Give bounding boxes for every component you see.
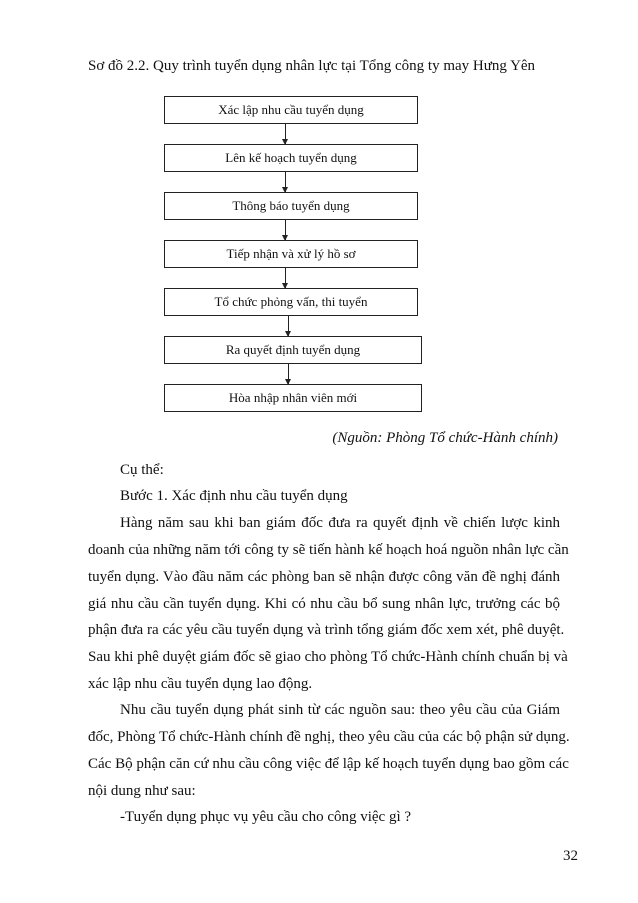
flow-arrow-5	[288, 316, 289, 336]
flow-arrow-3	[285, 220, 286, 240]
flow-step-3: Thông báo tuyển dụng	[164, 192, 418, 220]
text-line: giá nhu cầu cần tuyển dụng. Khi có nhu cầu bổ sung nhân lực, trưởng các bộ	[88, 596, 560, 612]
text-line: tuyển dụng. Vào đầu năm các phòng ban sẽ nhận được công văn đề nghị đánh	[88, 569, 560, 585]
text-line: đốc, Phòng Tổ chức-Hành chính đề nghị, theo yêu cầu của các bộ phận sử dụng.	[88, 729, 570, 745]
text-line: Cụ thể:	[120, 462, 164, 478]
text-line: doanh của những năm tới công ty sẽ tiến hành kế hoạch hoá nguồn nhân lực cần	[88, 542, 569, 558]
flow-step-5: Tổ chức phỏng vấn, thi tuyển	[164, 288, 418, 316]
text-line: phận đưa ra các yêu cầu tuyển dụng và trình tổng giám đốc xem xét, phê duyệt.	[88, 622, 565, 638]
text-line: Nhu cầu tuyển dụng phát sinh từ các nguồn sau: theo yêu cầu của Giám	[120, 702, 560, 718]
text-line: Bước 1. Xác định nhu cầu tuyển dụng	[120, 488, 348, 504]
page-number: 32	[563, 848, 578, 864]
flow-step-7: Hòa nhập nhân viên mới	[164, 384, 422, 412]
flow-arrow-4	[285, 268, 286, 288]
flow-step-1: Xác lập nhu cầu tuyển dụng	[164, 96, 418, 124]
flow-step-4: Tiếp nhận và xử lý hồ sơ	[164, 240, 418, 268]
text-line: -Tuyển dụng phục vụ yêu cầu cho công việc gì ?	[120, 809, 412, 825]
text-line: Hàng năm sau khi ban giám đốc đưa ra quyết định về chiến lược kinh	[120, 515, 560, 531]
flow-arrow-6	[288, 364, 289, 384]
flow-arrow-2	[285, 172, 286, 192]
figure-source: (Nguồn: Phòng Tổ chức-Hành chính)	[332, 430, 558, 446]
text-line: nội dung như sau:	[88, 783, 196, 799]
text-line: Các Bộ phận căn cứ nhu cầu công việc để lập kế hoạch tuyển dụng bao gồm các	[88, 756, 569, 772]
figure-caption: Sơ đồ 2.2. Quy trình tuyển dụng nhân lực tại Tổng công ty may Hưng Yên	[88, 58, 536, 74]
text-line: xác lập nhu cầu tuyển dụng lao động.	[88, 676, 313, 692]
flow-step-2: Lên kế hoạch tuyển dụng	[164, 144, 418, 172]
flow-arrow-1	[285, 124, 286, 144]
flow-step-6: Ra quyết định tuyển dụng	[164, 336, 422, 364]
text-line: Sau khi phê duyệt giám đốc sẽ giao cho phòng Tổ chức-Hành chính chuẩn bị và	[88, 649, 568, 665]
